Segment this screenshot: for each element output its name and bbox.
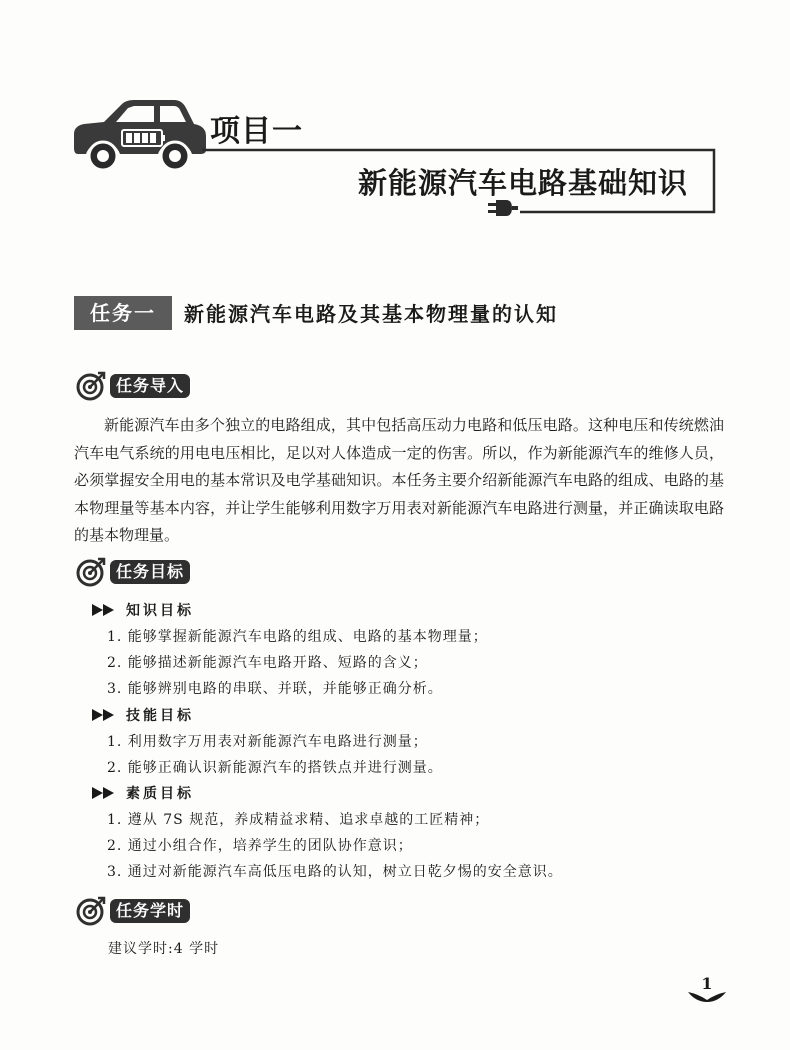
- section-label: 任务导入: [110, 374, 190, 398]
- subheading-quality: [92, 783, 194, 803]
- section-label: 任务目标: [110, 560, 190, 584]
- list-item: 3. 通过对新能源汽车高低压电路的认知，树立日乾夕惕的安全意识。: [107, 864, 563, 880]
- task-badge: 任务一: [74, 296, 172, 330]
- list-item: 3. 能够辨别电路的串联、并联，并能够正确分析。: [107, 681, 443, 697]
- electric-car-icon: [70, 96, 210, 172]
- task-title: 新能源汽车电路及其基本物理量的认知: [184, 302, 558, 326]
- section-label: 任务学时: [110, 899, 190, 923]
- subheading-label: 技能目标: [126, 708, 194, 724]
- intro-paragraph: 新能源汽车由多个独立的电路组成，其中包括高压动力电路和低压电路。这种电压和传统燃油汽车电气系统的用电电压相比，足以对人体造成一定的伤害。所以，作为新能源汽车的维修人员，必须掌握安全用电的基本常识及电学基础知识。本任务主要介绍新能源汽车电路的组成、电路的基本物理量等基本内容，并让学生能够利用数字万用表对新能源汽车电路进行测量，并正确读取电路的基本物理量。: [74, 416, 724, 544]
- target-icon: [76, 896, 106, 926]
- subheading-skill: [92, 705, 194, 725]
- suggested-hours: 建议学时:4 学时: [108, 941, 220, 957]
- list-item: 2. 能够正确认识新能源汽车的搭铁点并进行测量。: [107, 760, 443, 776]
- subheading-knowledge: [92, 600, 194, 620]
- project-title: 新能源汽车电路基础知识: [358, 166, 689, 200]
- list-item: 2. 通过小组合作，培养学生的团队协作意识；: [107, 838, 413, 854]
- double-arrow-icon: [92, 787, 118, 799]
- double-arrow-icon: [92, 604, 118, 616]
- double-arrow-icon: [92, 709, 118, 721]
- list-item: 2. 能够描述新能源汽车电路开路、短路的含义；: [107, 655, 428, 671]
- subheading-label: 知识目标: [126, 603, 194, 619]
- target-icon: [76, 371, 106, 401]
- subheading-label: 素质目标: [126, 786, 194, 802]
- project-label: 项目一: [210, 114, 303, 149]
- section-heading-objectives: [76, 557, 190, 587]
- page-number: 1: [701, 974, 713, 993]
- plug-icon: [488, 199, 518, 217]
- section-heading-hours: [76, 896, 190, 926]
- list-item: 1. 遵从 7S 规范，养成精益求精、追求卓越的工匠精神；: [107, 812, 490, 828]
- list-item: 1. 能够掌握新能源汽车电路的组成、电路的基本物理量；: [107, 629, 488, 645]
- section-heading-intro: [76, 371, 190, 401]
- target-icon: [76, 557, 106, 587]
- leaf-ornament-icon: [686, 990, 728, 1004]
- list-item: 1. 利用数字万用表对新能源汽车电路进行测量；: [107, 734, 428, 750]
